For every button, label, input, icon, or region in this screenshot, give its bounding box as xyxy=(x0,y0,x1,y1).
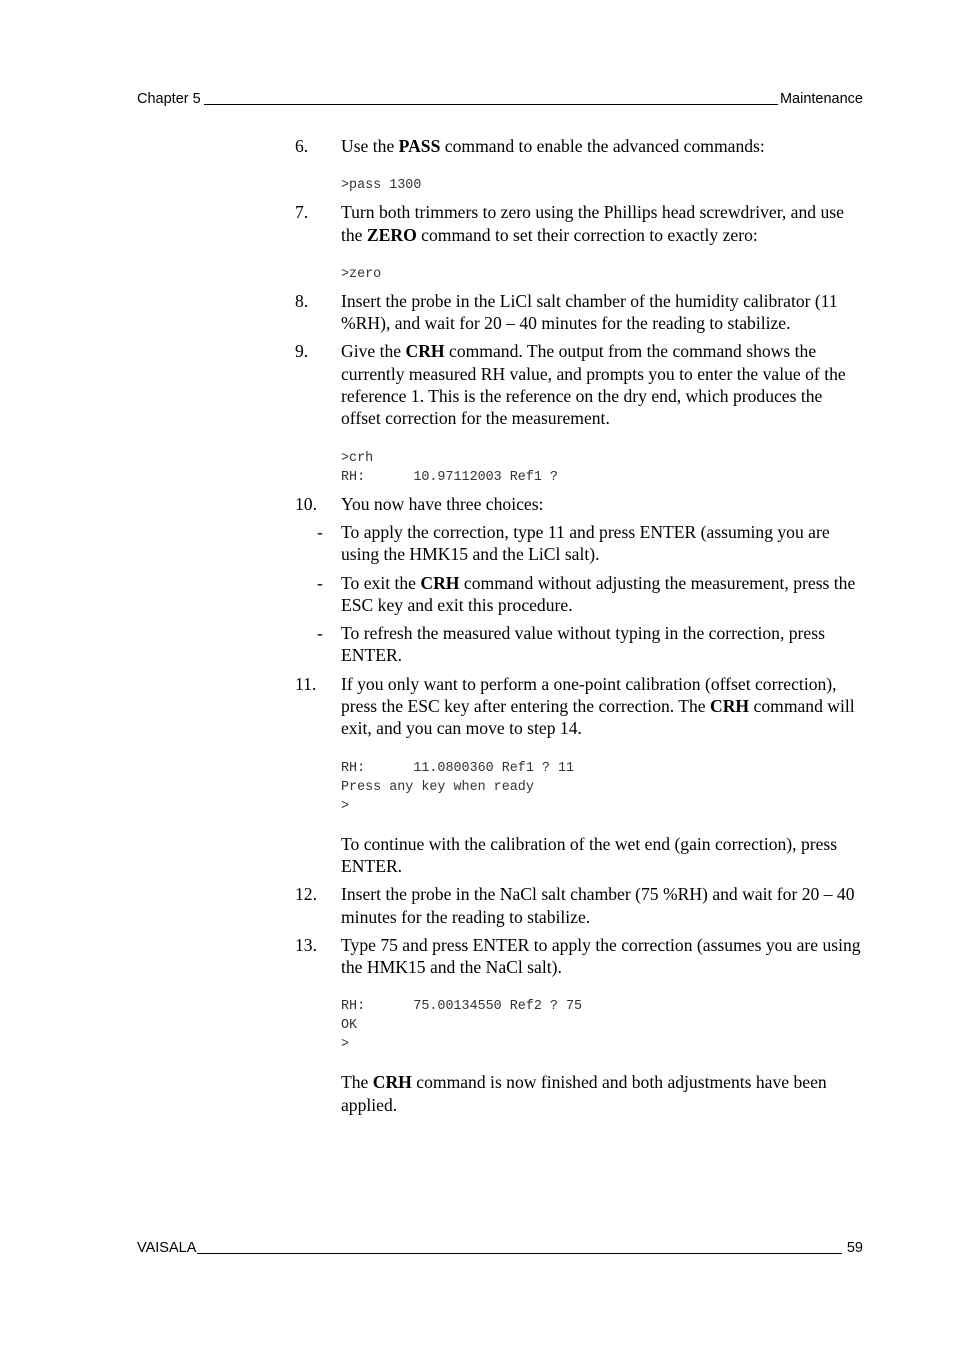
choice-text: To refresh the measured value without typing in the correction, press ENTER. xyxy=(341,623,825,666)
step-text: command to enable the advanced commands: xyxy=(440,136,765,156)
command-name: CRH xyxy=(420,572,460,593)
step-number: 7. xyxy=(295,202,309,223)
step-number: 10. xyxy=(295,493,317,514)
step-10 xyxy=(295,493,865,515)
step-6 xyxy=(295,135,865,157)
step-7 xyxy=(295,201,865,246)
choice-item xyxy=(295,521,865,566)
step-text: command to set their correction to exactly zero: xyxy=(416,224,758,245)
command-name: CRH xyxy=(710,696,750,717)
paragraph-text: command is now finished and both adjustments have been applied. xyxy=(341,1072,827,1115)
step-number: 9. xyxy=(295,341,309,362)
header-chapter: Chapter 5 xyxy=(137,91,201,107)
code-block: RH: 75.00134550 Ref2 ? 75 OK > xyxy=(341,999,583,1053)
step-text: Give the xyxy=(341,341,406,362)
step-number: 6. xyxy=(295,136,309,156)
step-number: 12. xyxy=(295,884,317,905)
code-block: >pass 1300 xyxy=(341,178,422,194)
list-dash: - xyxy=(317,623,323,644)
page-body xyxy=(295,135,865,1122)
command-name: CRH xyxy=(372,1072,412,1093)
list-dash: - xyxy=(317,521,323,542)
step-number: 13. xyxy=(295,934,317,955)
step-text: Turn both trimmers to zero using the Phillips head screwdriver, and use the xyxy=(341,202,844,245)
page-header xyxy=(137,90,863,108)
page-footer xyxy=(137,1239,863,1257)
command-name: PASS xyxy=(398,136,441,156)
step-number: 8. xyxy=(295,290,309,311)
code-block: RH: 11.0800360 Ref1 ? 11 Press any key when ready > xyxy=(341,760,575,814)
header-rule xyxy=(204,104,778,105)
code-block: >crh RH: 10.97112003 Ref1 ? xyxy=(341,450,558,485)
header-section: Maintenance xyxy=(779,91,863,107)
footer-company: VAISALA xyxy=(137,1240,197,1256)
step-8 xyxy=(295,290,865,335)
choice-item xyxy=(295,622,865,667)
choice-text: To apply the correction, type 11 and press ENTER (assuming you are using the HMK15 and the LiCl salt). xyxy=(341,521,830,565)
choice-item xyxy=(295,572,865,617)
list-dash: - xyxy=(317,572,323,593)
step-13 xyxy=(295,934,865,979)
command-name: ZERO xyxy=(366,224,417,245)
command-name: CRH xyxy=(405,341,445,362)
paragraph-text: The xyxy=(341,1072,373,1093)
step-12 xyxy=(295,883,865,928)
choice-text: command without adjusting the measurement, press the ESC key and exit this procedure. xyxy=(341,572,856,615)
footer-rule xyxy=(197,1253,841,1254)
step-9 xyxy=(295,340,865,429)
step-text: Use the xyxy=(341,136,399,156)
page-number: 59 xyxy=(846,1240,863,1256)
step-text: command. The output from the command shows the currently measured RH value, and prompts you to enter the value of the reference 1. This is the reference on the dry end, which produces the offset correction for the measurement. xyxy=(341,341,846,429)
step-text: If you only want to perform a one-point calibration (offset correction), press the ESC key after entering the correction. The xyxy=(341,673,837,717)
paragraph xyxy=(295,1071,865,1116)
step-text: Type 75 and press ENTER to apply the correction (assumes you are using the HMK15 and the NaCl salt). xyxy=(341,934,861,978)
step-text: Insert the probe in the NaCl salt chamber (75 %RH) and wait for 20 – 40 minutes for the reading to stabilize. xyxy=(341,884,855,927)
step-text: Insert the probe in the LiCl salt chamber of the humidity calibrator (11 %RH), and wait for 20 – 40 minutes for the reading to stabilize. xyxy=(341,290,838,334)
paragraph: To continue with the calibration of the wet end (gain correction), press ENTER. xyxy=(341,833,838,876)
choice-text: To exit the xyxy=(341,572,421,593)
step-text: command will exit, and you can move to step 14. xyxy=(341,696,855,739)
code-block: >zero xyxy=(341,266,382,282)
step-number: 11. xyxy=(295,673,317,694)
step-text: You now have three choices: xyxy=(341,493,544,514)
step-11 xyxy=(295,673,865,740)
